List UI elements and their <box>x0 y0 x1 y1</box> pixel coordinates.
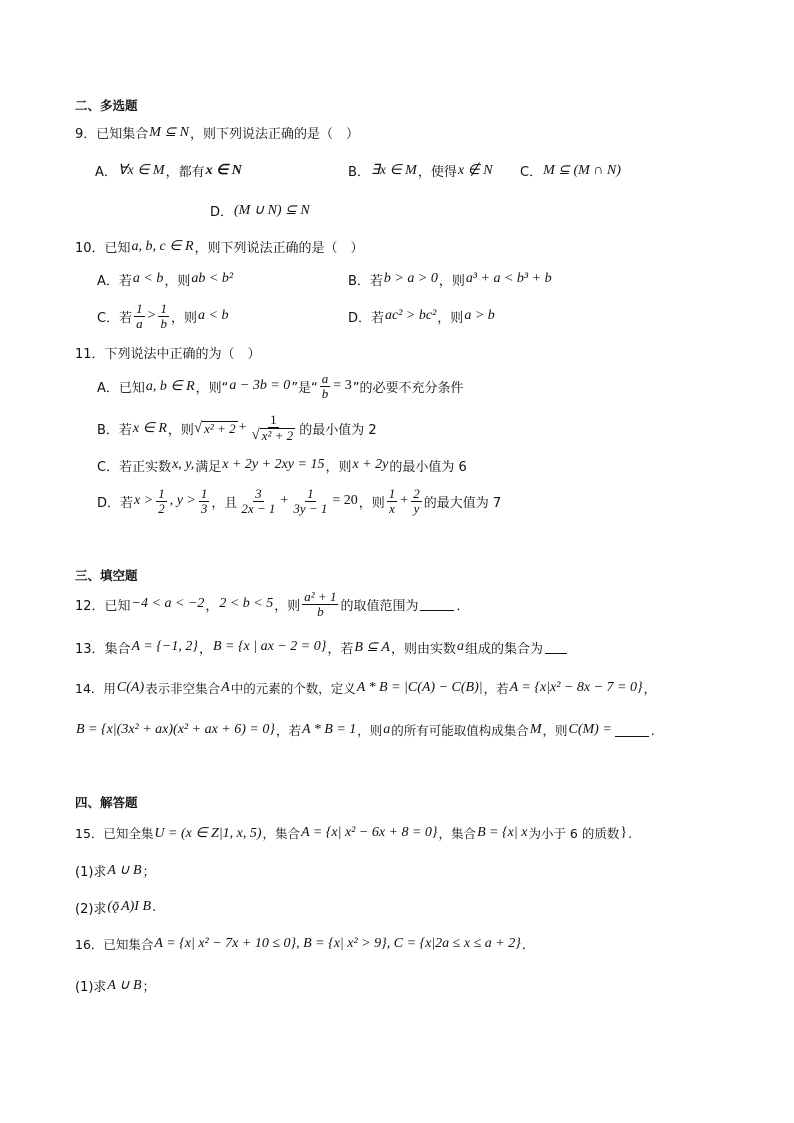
question-10-option-b <box>348 264 553 294</box>
text: 的所有可能取值构成集合 <box>391 723 529 738</box>
fraction <box>199 487 210 516</box>
text: ”是“ <box>291 380 318 396</box>
question-15-part-1 <box>75 855 156 885</box>
fraction <box>291 487 329 516</box>
math: ∀x ∈ M <box>117 162 165 178</box>
text: ，则下列说法正确的是（ ） <box>190 126 360 142</box>
math: U = (x ∈ Z|1, x, 5) <box>154 825 262 841</box>
math: a − 3b = 0 <box>229 378 291 393</box>
numerator: 1 <box>388 485 396 501</box>
answer-blank <box>615 724 649 737</box>
text: ，则 <box>170 310 197 326</box>
math: x + 2y + 2xy = 15 <box>222 457 325 472</box>
question-10-stem <box>75 231 364 261</box>
math: B = {x| x <box>477 825 528 840</box>
math: 2 < b < 5 <box>219 596 274 611</box>
text: . <box>650 722 655 738</box>
math: + <box>400 493 409 508</box>
math: A = {x| x² − 7x + 10 ≤ 0}, B = {x| x² > 9}, C = {x|2a ≤ x ≤ a + 2} <box>154 936 521 951</box>
text: (2)求 <box>75 901 107 917</box>
text: 表示非空集合 <box>145 681 221 696</box>
text: ，则由实数 <box>390 641 456 657</box>
math: a <box>383 722 391 737</box>
text: ； <box>142 864 156 880</box>
math: + <box>280 493 289 508</box>
option-label: C．若正实数 <box>97 459 172 475</box>
denominator: y <box>413 500 420 516</box>
math: A * B = |C(A) − C(B)| <box>356 680 483 695</box>
fraction <box>158 302 169 331</box>
question-9-option-a <box>95 155 243 185</box>
fraction <box>302 590 338 619</box>
question-14-line-2 <box>75 715 655 745</box>
text: (1)求 <box>75 864 107 880</box>
question-9-option-b <box>348 155 494 185</box>
math: A)I B <box>121 899 152 914</box>
math: A ∪ B <box>107 977 142 993</box>
text: 16．已知集合 <box>75 937 154 952</box>
question-10-option-d <box>348 301 496 331</box>
text: ，若 <box>327 641 354 657</box>
option-label: A．若 <box>97 273 132 289</box>
text: ． <box>456 598 470 614</box>
math: + <box>238 420 247 435</box>
question-9-option-d <box>210 195 311 225</box>
question-11-stem <box>75 337 261 367</box>
text: 10．已知 <box>75 240 131 256</box>
text: ，则 <box>357 723 383 738</box>
option-label: C．若 <box>97 310 133 326</box>
numerator: 1 <box>160 300 167 316</box>
radicand: x² + 2 <box>204 420 236 436</box>
question-12 <box>75 589 469 619</box>
math: = 20 <box>332 493 358 508</box>
math: A * B = 1 <box>301 722 357 737</box>
math: A = {x|x² − 8x − 7 = 0} <box>509 680 643 695</box>
math: M <box>529 722 542 737</box>
text: . <box>628 825 633 841</box>
text: 的最大值为 7 <box>423 495 502 511</box>
math: x > <box>134 493 154 508</box>
section-title-fill-in <box>75 560 138 590</box>
denominator: 3 <box>200 500 208 516</box>
text: ，则 <box>437 310 464 326</box>
denominator: a <box>136 315 143 331</box>
option-label: A．已知 <box>97 380 145 396</box>
square-root <box>194 421 238 436</box>
question-9-stem <box>75 117 359 147</box>
text: ； <box>142 979 156 995</box>
numerator: 1 <box>158 485 165 501</box>
math: ac² > bc² <box>385 308 437 323</box>
math: −4 < a < −2 <box>131 596 205 611</box>
math: ab < b² <box>191 271 234 286</box>
radicand: x² + 2 <box>261 428 294 443</box>
question-11-option-c <box>97 450 467 480</box>
math: a, b, c ∈ R <box>131 238 194 254</box>
math: , y > <box>169 493 196 508</box>
question-14-line-1 <box>75 673 656 703</box>
text: 满足 <box>195 459 222 475</box>
text: ， <box>205 598 219 614</box>
text: 11．下列说法中正确的为（ ） <box>75 346 261 362</box>
text: ，则 <box>358 495 385 511</box>
text: ． <box>521 937 535 952</box>
fraction <box>320 372 331 401</box>
math: x ∉ N <box>457 162 493 178</box>
text: ，则下列说法正确的是（ ） <box>194 240 364 256</box>
math: C(M) = <box>568 722 612 737</box>
option-label: B．若 <box>348 273 383 289</box>
math: (ǭ <box>107 899 120 914</box>
text: ，使得 <box>417 164 457 180</box>
text: ，则 <box>325 459 352 475</box>
fraction <box>411 487 422 516</box>
option-label: D．若 <box>348 310 385 326</box>
math: B ⊆ A <box>354 639 390 655</box>
math: ∃x ∈ M <box>370 162 417 178</box>
answer-blank <box>420 598 454 611</box>
option-label: A． <box>95 164 117 180</box>
text: 12．已知 <box>75 598 131 614</box>
text: (1)求 <box>75 979 107 995</box>
numerator: 1 <box>136 300 143 316</box>
denominator: b <box>321 385 329 401</box>
math: > <box>147 308 156 323</box>
section-title-text: 三、填空题 <box>75 568 138 583</box>
question-15-part-2 <box>75 892 156 922</box>
math: B = {x | ax − 2 = 0} <box>212 639 327 654</box>
math: b > a > 0 <box>383 271 438 286</box>
numerator: a² + 1 <box>304 588 337 604</box>
question-13 <box>75 632 569 662</box>
denominator <box>250 428 298 443</box>
math: A = {x| x² − 6x + 8 = 0} <box>301 825 438 840</box>
option-label: D． <box>210 204 234 220</box>
math: C(A) <box>116 680 145 695</box>
square-root <box>252 428 296 443</box>
fraction <box>134 302 145 331</box>
text: ，则 <box>167 422 194 438</box>
math: A <box>221 680 230 695</box>
text: ，若 <box>483 681 509 696</box>
math: M ⊆ N <box>149 124 190 140</box>
numerator: a <box>321 370 329 386</box>
math: a <box>456 639 464 654</box>
question-11-option-b <box>97 413 377 443</box>
question-16-part-1 <box>75 970 156 1000</box>
text: ， <box>643 681 657 696</box>
fraction <box>156 487 167 516</box>
question-9-option-c <box>520 155 622 185</box>
question-10-option-c <box>97 301 229 331</box>
text: ，且 <box>211 495 238 511</box>
option-label: C． <box>520 164 543 180</box>
section-title-text: 二、多选题 <box>75 98 138 113</box>
math: (M ∪ N) ⊆ N <box>234 202 310 218</box>
text: 为小于 6 的质数 <box>528 826 620 841</box>
text: 的最小值为 6 <box>389 459 467 475</box>
numerator: 3 <box>255 485 262 501</box>
text: 组成的集合为 <box>464 641 543 657</box>
math: a, b ∈ R <box>145 378 195 394</box>
text: 的取值范围为 <box>340 598 419 614</box>
section-title-multiple-choice <box>75 90 138 120</box>
math: } <box>620 825 628 840</box>
option-label: B．若 <box>97 422 132 438</box>
text: ，则“ <box>195 380 229 396</box>
math: x, y, <box>172 457 195 472</box>
denominator: 2x − 1 <box>241 500 276 516</box>
numerator: 1 <box>270 412 277 427</box>
text: ”的必要不充分条件 <box>352 380 464 396</box>
fraction <box>239 487 277 516</box>
option-label: B． <box>348 164 370 180</box>
section-title-text: 四、解答题 <box>75 795 138 810</box>
text: ，则 <box>274 598 301 614</box>
radical-sign: √ <box>251 427 260 443</box>
answer-blank <box>545 641 567 654</box>
text: 9．已知集合 <box>75 126 149 142</box>
math: x ∈ N <box>205 162 242 178</box>
text: 15．已知全集 <box>75 826 154 841</box>
text: ，集合 <box>438 826 477 841</box>
text: 13．集合 <box>75 641 131 657</box>
denominator: 2 <box>158 500 165 516</box>
math: a > b <box>464 308 495 323</box>
math: a < b <box>198 308 229 323</box>
text: ，若 <box>275 723 301 738</box>
denominator: b <box>160 315 167 331</box>
math: a < b <box>132 271 164 286</box>
text: ，则 <box>164 273 191 289</box>
denominator: x <box>389 500 395 516</box>
text: 14．用 <box>75 681 116 696</box>
fraction <box>387 487 398 516</box>
numerator: 1 <box>200 485 208 501</box>
denominator: b <box>317 603 324 619</box>
math: = 3 <box>333 378 352 393</box>
numerator: 1 <box>307 485 314 501</box>
math: B = {x|(3x² + ax)(x² + ax + 6) = 0} <box>76 722 275 737</box>
fraction <box>250 413 298 443</box>
text: . <box>152 899 157 915</box>
question-16-stem <box>75 929 534 959</box>
math: a³ + a < b³ + b <box>465 271 552 286</box>
math: A = {−1, 2} <box>131 639 198 654</box>
math: M ⊆ (M ∩ N) <box>543 162 621 178</box>
math: x + 2y <box>352 457 389 472</box>
math: x ∈ R <box>132 420 167 436</box>
text: ，集合 <box>262 826 301 841</box>
text: 的最小值为 2 <box>299 422 377 438</box>
text: ，则 <box>542 723 568 738</box>
question-11-option-d <box>97 486 501 516</box>
denominator: 3y − 1 <box>293 500 328 516</box>
text: ，都有 <box>165 164 205 180</box>
question-10-option-a <box>97 264 234 294</box>
math: A ∪ B <box>107 862 142 878</box>
option-label: D．若 <box>97 495 134 511</box>
text: 中的元素的个数，定义 <box>230 681 356 696</box>
question-11-option-a <box>97 371 463 401</box>
radical-sign: √ <box>193 419 203 436</box>
text: ， <box>198 641 212 657</box>
section-title-solutions <box>75 787 138 817</box>
question-15-stem <box>75 818 632 848</box>
text: ，则 <box>438 273 465 289</box>
numerator: 2 <box>413 485 420 501</box>
